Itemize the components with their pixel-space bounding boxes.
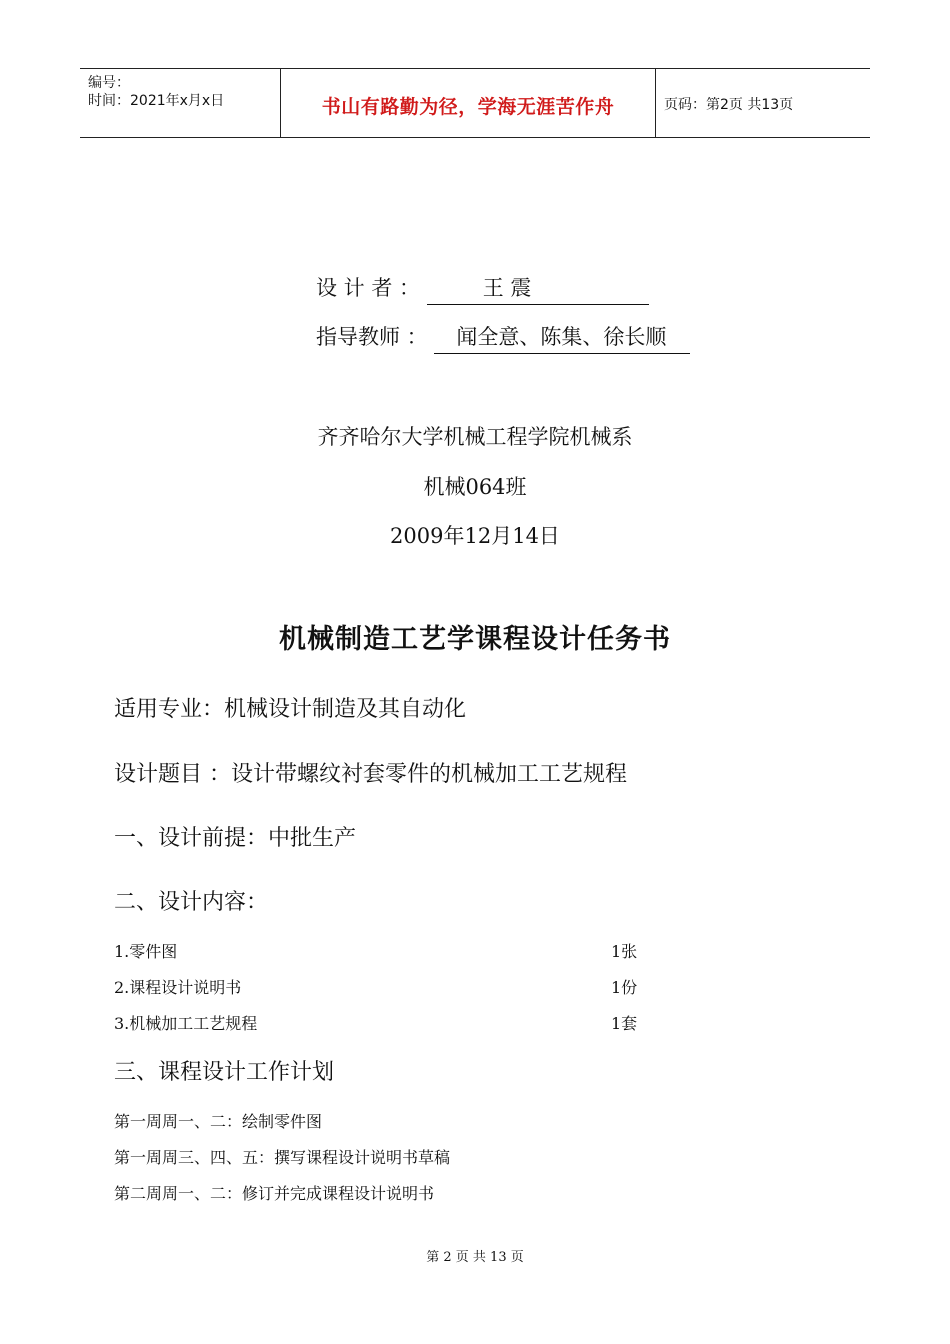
- designer-field: [427, 272, 649, 305]
- content-item-name: 3.机械加工工艺规程: [114, 1014, 258, 1033]
- header-page-info: 页码：第2页 共13页: [664, 97, 794, 113]
- plan-item: 第一周周三、四、五：撰写课程设计说明书草稿: [114, 1148, 451, 1167]
- header-page-cell: [655, 69, 870, 137]
- plan-item: 第一周周一、二：绘制零件图: [114, 1112, 323, 1131]
- header-motto-cell: [280, 69, 656, 137]
- designer-value: 王 震: [482, 276, 532, 300]
- major-line: 适用专业：机械设计制造及其自动化: [114, 697, 467, 722]
- motto: 书山有路勤为径，学海无涯苦作舟: [321, 96, 615, 118]
- class-name: 机械064班: [423, 475, 527, 499]
- page-header: [80, 68, 870, 138]
- content-item-name: 1.零件图: [114, 942, 178, 961]
- topic-line: 设计题目 ：设计带螺纹衬套零件的机械加工工艺规程: [114, 762, 627, 787]
- time-label: 时间：2021年x月x日: [88, 93, 225, 109]
- content-item-name: 2.课程设计说明书: [114, 978, 242, 997]
- cover-date: 2009年12月14日: [390, 524, 560, 548]
- content-heading: 二、设计内容：: [114, 890, 269, 915]
- designer-label: 设 计 者 ：: [316, 276, 421, 300]
- header-left-cell: [80, 69, 280, 137]
- advisor-value: 闻全意、陈集、徐长顺: [456, 325, 667, 349]
- number-label: 编号：: [88, 75, 130, 91]
- page-footer: 第 2 页 共 13 页: [426, 1250, 524, 1265]
- content-item-qty: 1张: [611, 942, 638, 961]
- school-name: 齐齐哈尔大学机械工程学院机械系: [317, 425, 633, 449]
- content-item-qty: 1份: [611, 978, 638, 997]
- advisor-row: [316, 321, 690, 354]
- designer-row: [316, 272, 649, 305]
- advisor-label: 指导教师 ：: [316, 325, 428, 349]
- plan-heading: 三、课程设计工作计划: [114, 1060, 335, 1085]
- doc-title: 机械制造工艺学课程设计任务书: [279, 624, 671, 655]
- advisor-field: [434, 321, 690, 354]
- premise-line: 一、设计前提：中批生产: [114, 826, 357, 851]
- content-item-qty: 1套: [611, 1014, 638, 1033]
- plan-item: 第二周周一、二：修订并完成课程设计说明书: [114, 1184, 435, 1203]
